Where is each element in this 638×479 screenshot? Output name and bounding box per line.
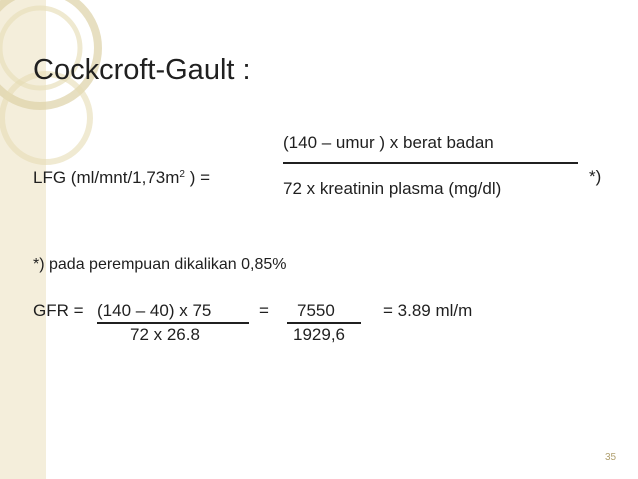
slide-title: Cockcroft-Gault :: [33, 54, 251, 86]
gfr-result: = 3.89 ml/m: [383, 301, 473, 320]
formula-denominator: 72 x kreatinin plasma (mg/dl): [283, 179, 502, 198]
formula-fraction-line: [283, 162, 578, 164]
gfr-denominator-2: 1929,6: [293, 325, 345, 344]
formula-lhs: [33, 168, 210, 188]
female-note: *) pada perempuan dikalikan 0,85%: [33, 256, 287, 273]
formula-lhs-text: LFG (ml/mnt/1,73m: [33, 168, 180, 187]
gfr-fraction-line: [97, 322, 249, 324]
gfr-lhs: GFR =: [33, 301, 84, 320]
page-number: 35: [605, 452, 617, 463]
gfr-numerator: (140 – 40) x 75: [97, 301, 212, 320]
gfr-fraction-line-2: [287, 322, 361, 324]
formula-lhs-sup: 2: [179, 169, 185, 180]
formula-asterisk: *): [589, 167, 602, 186]
gfr-numerator-2: 7550: [297, 301, 335, 320]
gfr-denominator: 72 x 26.8: [130, 325, 200, 344]
formula-lhs-end: ) =: [184, 168, 211, 187]
gfr-equals: =: [259, 301, 269, 320]
formula-numerator: (140 – umur ) x berat badan: [283, 133, 494, 152]
